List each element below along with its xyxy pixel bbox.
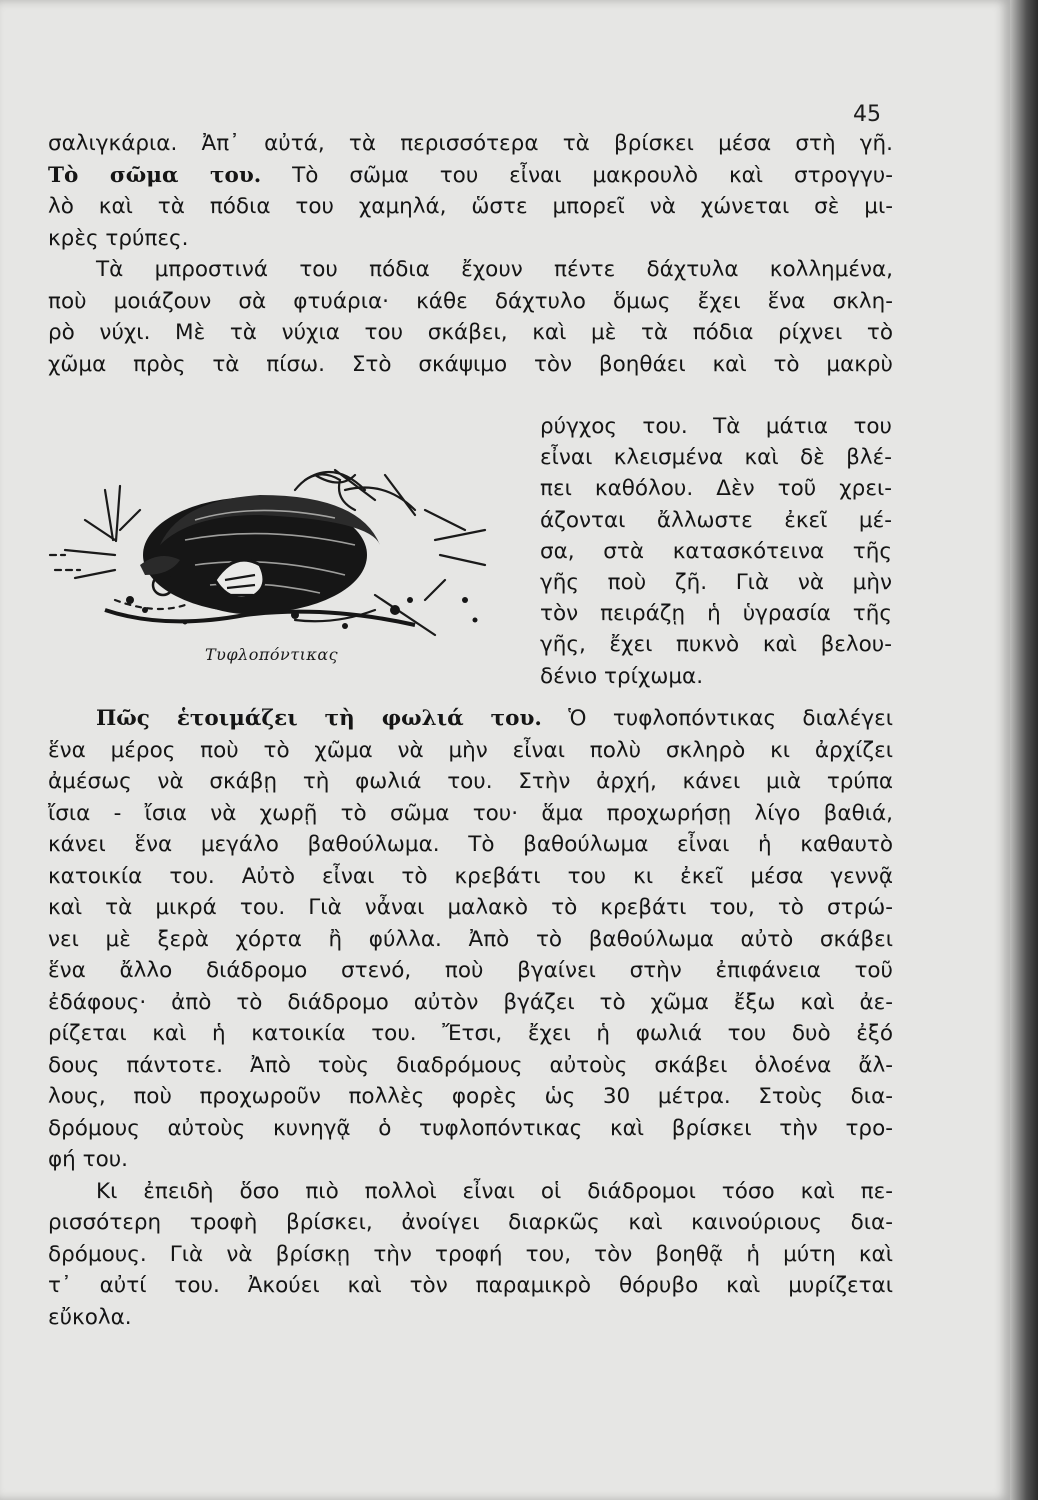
text-line: γῆς, ἔχει πυκνὸ καὶ βελου-	[540, 632, 892, 658]
text-line: κρὲς τρύπες.	[48, 225, 189, 251]
text-span: Τὸ σῶμα του εἶναι μακρουλὸ καὶ στρογγυ-	[292, 162, 894, 188]
section-heading-nest: Πῶς ἑτοιμάζει τὴ φωλιά του.	[96, 706, 542, 731]
text-line: σαλιγκάρια. Ἀπ᾿ αὐτά, τὰ περισσότερα τὰ βρίσκει μέσα στὴ γῆ.	[48, 131, 893, 156]
text-line: ἐδάφους· ἀπὸ τὸ διάδρομο αὐτὸν βγάζει τὸ χῶμα ἔξω καὶ ἀε-	[48, 989, 893, 1015]
text-span: Ὁ τυφλοπόντικας διαλέγει	[568, 706, 893, 731]
text-line: εὔκολα.	[48, 1304, 132, 1330]
text-line: ἕνα ἄλλο διάδρομο στενό, ποὺ βγαίνει στὴν ἐπιφάνεια τοῦ	[48, 958, 893, 983]
text-line: ρὸ νύχι. Μὲ τὰ νύχια του σκάβει, καὶ μὲ τὰ πόδια ρίχνει τὸ	[48, 320, 893, 345]
text-line: χῶμα πρὸς τὰ πίσω. Στὸ σκάψιμο τὸν βοηθάει καὶ τὸ μακρὺ	[48, 351, 893, 377]
text-line	[48, 703, 893, 735]
text-line: τ᾿ αὐτί του. Ἀκούει καὶ τὸν παραμικρὸ θόρυβο καὶ μυρίζεται	[48, 1273, 893, 1298]
text-line: ἀμέσως νὰ σκάβῃ τὴ φωλιά του. Στὴν ἀρχή, κάνει μιὰ τρύπα	[48, 769, 893, 794]
text-line: δρόμους. Γιὰ νὰ βρίσκῃ τὴν τροφή του, τὸν βοηθᾷ ἡ μύτη καὶ	[48, 1241, 893, 1267]
text-line: ἴσια - ἴσια νὰ χωρῇ τὸ σῶμα του· ἅμα προχωρήσῃ λίγο βαθιά,	[48, 800, 893, 826]
text-span: Τὰ μπροστινά του πόδια ἔχουν πέντε δάχτυλα κολλημένα,	[96, 257, 893, 282]
text-line: άζονται ἄλλωστε ἐκεῖ μέ-	[540, 507, 892, 533]
text-column-side	[540, 411, 892, 692]
text-block-nest	[48, 703, 893, 1333]
text-line: ἕνα μέρος ποὺ τὸ χῶμα νὰ μὴν εἶναι πολὺ σκληρὸ κι ἀρχίζει	[48, 737, 893, 763]
text-line: κατοικία του. Αὐτὸ εἶναι τὸ κρεβάτι του κι ἐκεῖ μέσα γεννᾷ	[48, 863, 893, 889]
figure-caption: Τυφλοπόντικας	[205, 645, 339, 664]
text-line: ρίζεται καὶ ἡ κατοικία του. Ἔτσι, ἔχει ἡ φωλιά του δυὸ ἐξό	[48, 1021, 893, 1046]
text-line: λὸ καὶ τὰ πόδια του χαμηλά, ὥστε μπορεῖ νὰ χώνεται σὲ μι-	[48, 194, 893, 219]
text-line	[48, 254, 893, 286]
text-line: σα, στὰ κατασκότεινα τῆς	[540, 538, 892, 564]
text-line: κάνει ἕνα μεγάλο βαθούλωμα. Τὸ βαθούλωμα εἶναι ἡ καθαυτὸ	[48, 832, 893, 857]
text-line: ρύγχος του. Τὰ μάτια του	[540, 414, 892, 439]
text-block-top	[48, 128, 893, 380]
page-number: 45	[853, 102, 881, 127]
text-line: νει μὲ ξερὰ χόρτα ἢ φύλλα. Ἀπὸ τὸ βαθούλωμα αὐτὸ σκάβει	[48, 926, 893, 952]
text-line: εἶναι κλεισμένα καὶ δὲ βλέ-	[540, 445, 892, 471]
book-edge	[1010, 0, 1038, 1500]
text-line	[48, 160, 893, 192]
text-line: δους πάντοτε. Ἀπὸ τοὺς διαδρόμους αὐτοὺς σκάβει ὁλοένα ἄλ-	[48, 1052, 893, 1078]
text-line: ρισσότερη τροφὴ βρίσκει, ἀνοίγει διαρκῶς καὶ καινούριους δια-	[48, 1210, 893, 1235]
text-line: δρόμους αὐτοὺς κυνηγᾷ ὁ τυφλοπόντικας καὶ βρίσκει τὴν τρο-	[48, 1115, 893, 1141]
mole-illustration	[45, 450, 515, 640]
text-line: φή του.	[48, 1147, 129, 1172]
text-span: Κι ἐπειδὴ ὅσο πιὸ πολλοὶ εἶναι οἱ διάδρομοι τόσο καὶ πε-	[96, 1178, 893, 1204]
text-line: δένιο τρίχωμα.	[540, 663, 704, 689]
section-heading-body: Τὸ σῶμα του.	[48, 162, 262, 188]
text-line: λους, ποὺ προχωροῦν πολλὲς φορὲς ὡς 30 μέτρα. Στοὺς δια-	[48, 1084, 893, 1109]
text-line: τὸν πειράζῃ ἡ ὑγρασία τῆς	[540, 601, 892, 627]
text-line: γῆς ποὺ ζῆ. Γιὰ νὰ μὴν	[540, 569, 892, 595]
text-line: ποὺ μοιάζουν σὰ φτυάρια· κάθε δάχτυλο ὅμως ἔχει ἕνα σκλη-	[48, 288, 893, 314]
text-line: καὶ τὰ μικρά του. Γιὰ νἆναι μαλακὸ τὸ κρεβάτι του, τὸ στρώ-	[48, 895, 893, 920]
text-line: πει καθόλου. Δὲν τοῦ χρει-	[540, 476, 892, 502]
text-line	[48, 1176, 893, 1208]
